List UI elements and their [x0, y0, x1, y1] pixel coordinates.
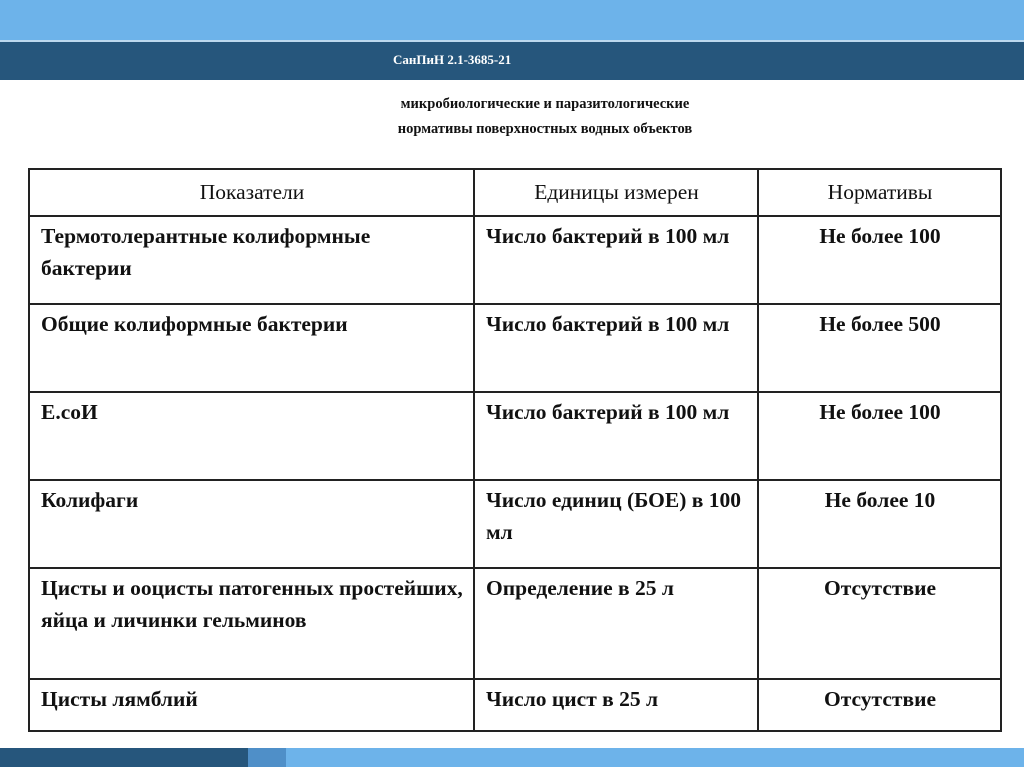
norm-cell: Не более 100 — [758, 216, 1001, 304]
table-row — [29, 304, 1001, 392]
standards-table — [28, 168, 1002, 732]
header-units: Единицы измерен — [474, 169, 758, 216]
header-bar — [0, 42, 1024, 80]
unit-cell: Число бактерий в 100 мл — [474, 216, 758, 304]
indicator-cell: Колифаги — [29, 480, 474, 568]
footer-decor-light — [286, 748, 1024, 767]
table-row — [29, 679, 1001, 731]
footer-decor-mid — [248, 748, 286, 767]
unit-cell: Число цист в 25 л — [474, 679, 758, 731]
slide-title — [250, 92, 840, 142]
document-code: СанПиН 2.1-3685-21 — [393, 52, 512, 67]
top-decor-band — [0, 0, 1024, 40]
unit-cell: Число бактерий в 100 мл — [474, 304, 758, 392]
norm-cell: Отсутствие — [758, 568, 1001, 679]
norm-cell: Не более 10 — [758, 480, 1001, 568]
header-indicators: Показатели — [29, 169, 474, 216]
norm-cell: Не более 100 — [758, 392, 1001, 480]
title-line-2: нормативы поверхностных водных объектов — [397, 121, 693, 137]
table-row — [29, 392, 1001, 480]
table-row — [29, 216, 1001, 304]
header-norms: Нормативы — [758, 169, 1001, 216]
title-line-1: микробиологические и паразитологические — [400, 96, 690, 112]
table-row — [29, 480, 1001, 568]
unit-cell: Определение в 25 л — [474, 568, 758, 679]
norm-cell: Отсутствие — [758, 679, 1001, 731]
unit-cell: Число единиц (БОЕ) в 100 мл — [474, 480, 758, 568]
indicator-cell: Цисты и ооцисты патогенных простейших, яйца и личинки гельминов — [29, 568, 474, 679]
norm-cell: Не более 500 — [758, 304, 1001, 392]
indicator-cell: Термотолерантные колиформные бактерии — [29, 216, 474, 304]
indicator-cell: Е.соИ — [29, 392, 474, 480]
indicator-cell: Цисты лямблий — [29, 679, 474, 731]
indicator-cell: Общие колиформные бактерии — [29, 304, 474, 392]
footer-decor-dark — [0, 748, 248, 767]
unit-cell: Число бактерий в 100 мл — [474, 392, 758, 480]
table-header-row — [29, 169, 1001, 216]
table-row — [29, 568, 1001, 679]
